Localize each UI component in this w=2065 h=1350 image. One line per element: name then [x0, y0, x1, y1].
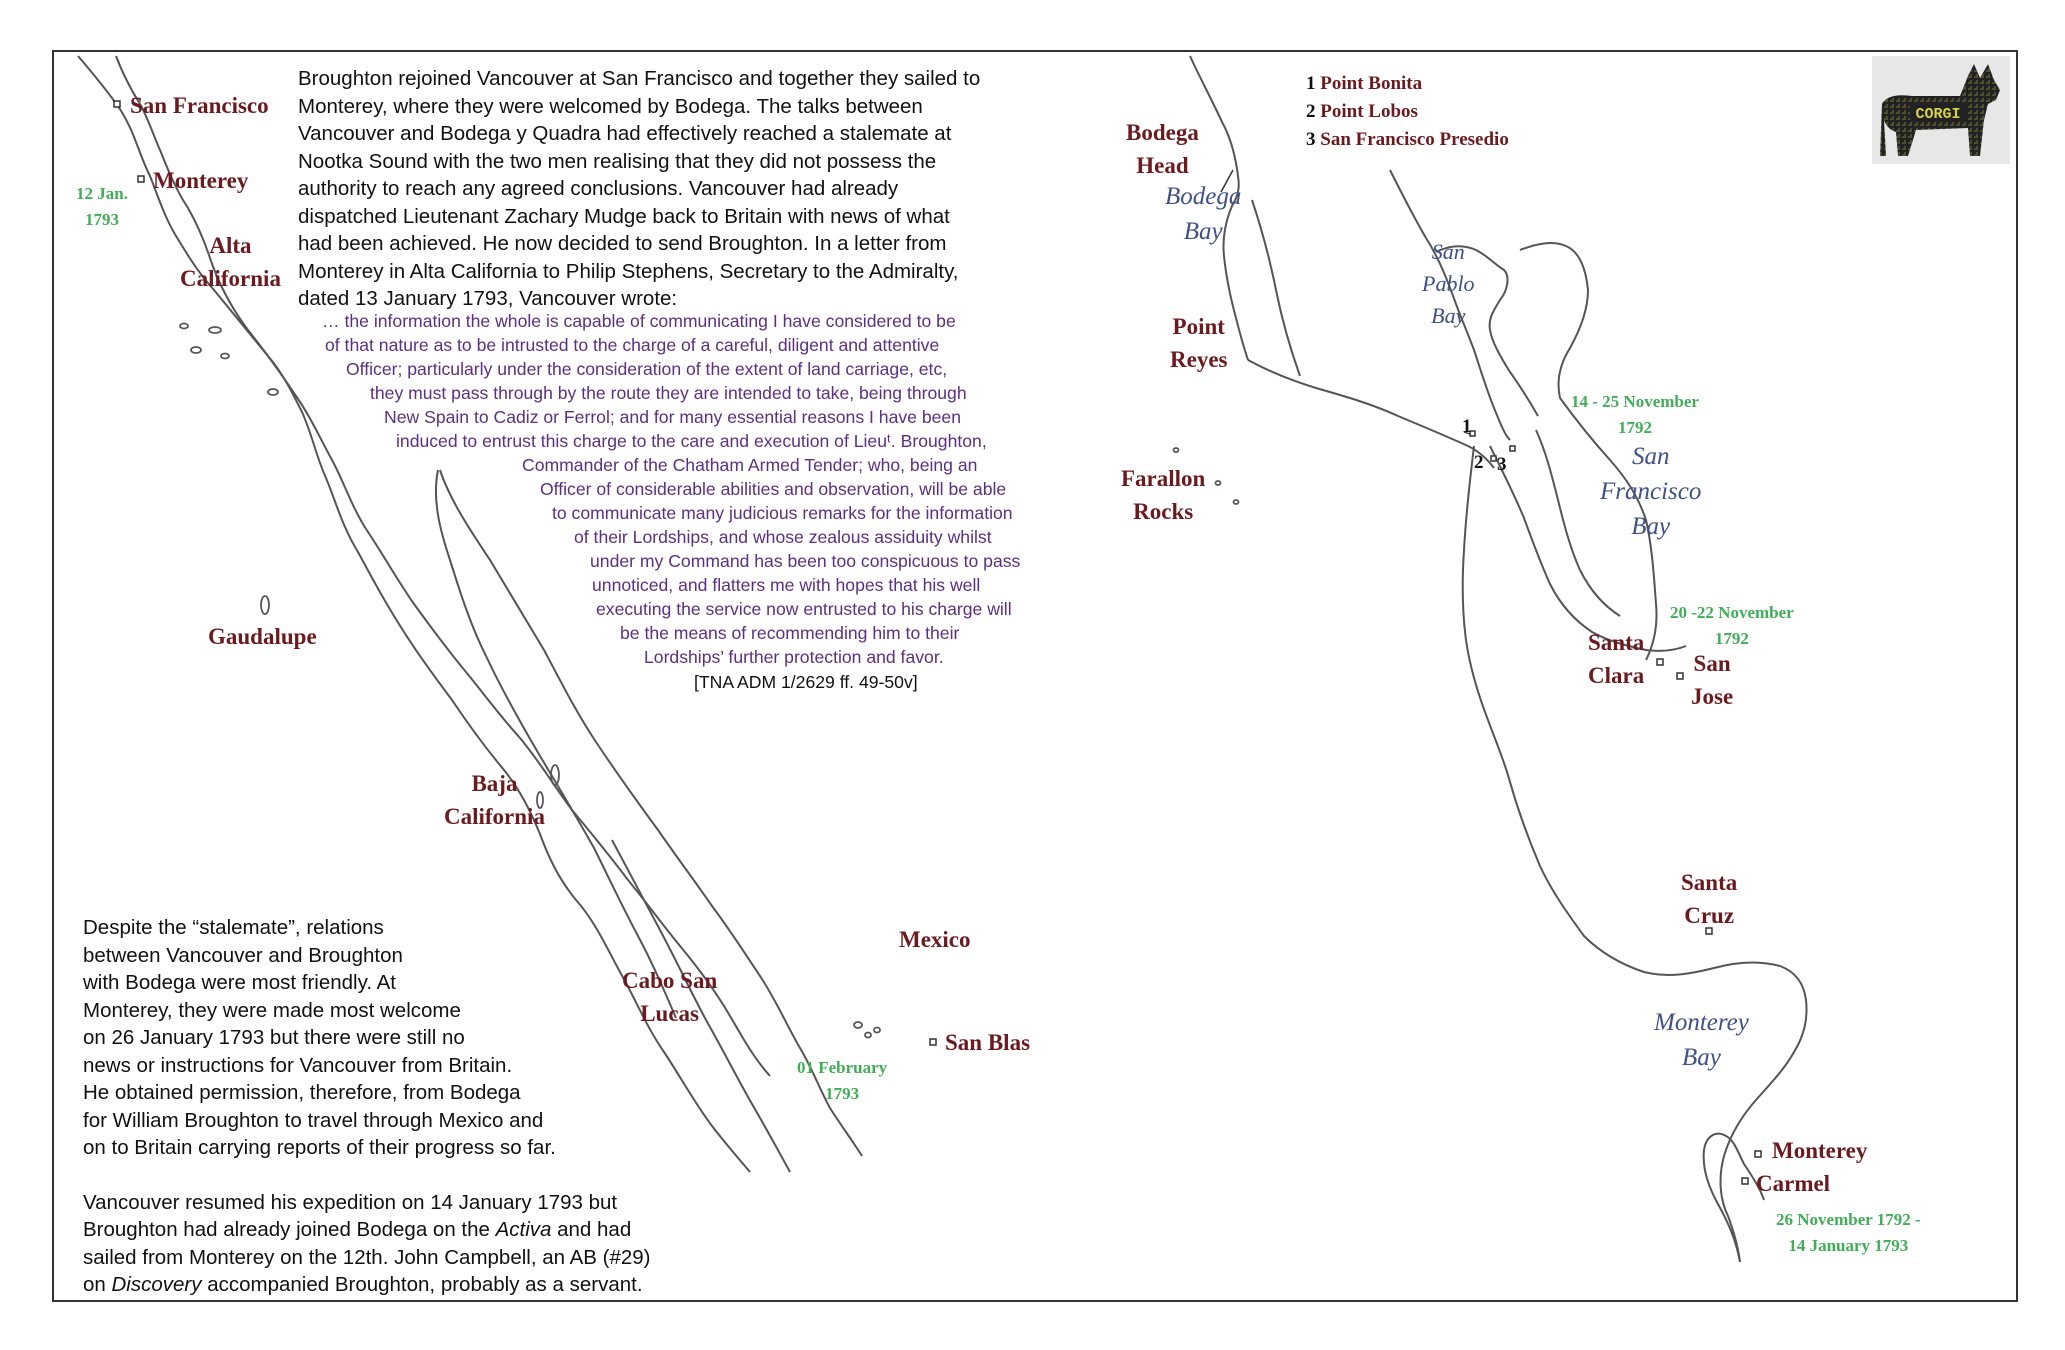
- label-line: Bay: [1431, 303, 1466, 328]
- label-line: Cabo San: [622, 968, 718, 993]
- quote-line: executing the service now entrusted to his charge will: [596, 599, 1012, 619]
- ship-name-activa: Activa: [495, 1218, 552, 1241]
- point-number-3: 3: [1497, 454, 1507, 475]
- legend-number: 2: [1306, 101, 1316, 122]
- quote-line: to communicate many judicious remarks for the information: [552, 503, 1013, 523]
- narrative-line: between Vancouver and Broughton: [83, 943, 403, 967]
- legend-item: [1306, 70, 1509, 98]
- quote-line: induced to entrust this charge to the care and execution of Lieuᵗ. Broughton,: [396, 431, 987, 451]
- narrative-line: Monterey, they were made most welcome: [83, 998, 461, 1022]
- label-line: Bodega: [1165, 183, 1242, 210]
- legend-label: Point Bonita: [1320, 73, 1423, 94]
- narrative-line: sailed from Monterey on the 12th. John Campbell, an AB (#29): [83, 1245, 651, 1269]
- label-santa-clara: [1588, 626, 1644, 692]
- label-line: Alta: [209, 233, 252, 258]
- date-20-22-nov-1792: [1670, 600, 1794, 652]
- quote-line: be the means of recommending him to their: [620, 623, 960, 643]
- quote-line: of that nature as to be intrusted to the charge of a careful, diligent and attentive: [325, 335, 940, 355]
- island-gaudalupe: [261, 596, 269, 614]
- narrative-line: dated 13 January 1793, Vancouver wrote:: [298, 287, 678, 310]
- marker-monterey-right: [1755, 1151, 1761, 1157]
- label-mexico: Mexico: [899, 927, 971, 952]
- label-line: Santa: [1681, 870, 1738, 895]
- island-7: [865, 1033, 871, 1038]
- date-line: 1793: [84, 210, 119, 229]
- label-line: Jose: [1691, 684, 1734, 709]
- label-san-francisco: San Francisco: [130, 93, 269, 118]
- narrative-line: Monterey in Alta California to Philip Stephens, Secretary to the Admiralty,: [298, 259, 959, 283]
- quote-line: unnoticed, and flatters me with hopes that his well: [592, 575, 981, 595]
- marker-san-blas: [930, 1039, 936, 1045]
- narrative-line: dispatched Lieutenant Zachary Mudge back to Britain with news of what: [298, 204, 950, 228]
- label-monterey-left: Monterey: [153, 168, 249, 193]
- farallon-2: [1216, 481, 1221, 485]
- marker-santa-clara: [1657, 659, 1663, 665]
- label-baja-california: [444, 767, 545, 833]
- date-14-25-nov-1792: [1571, 389, 1699, 441]
- island-8: [874, 1028, 880, 1033]
- quote-line: Officer of considerable abilities and observation, will be able: [540, 479, 1007, 499]
- text-span: Broughton had already joined Bodega on the: [83, 1218, 496, 1241]
- coastline-tomales: [1252, 200, 1300, 376]
- quote-line: Commander of the Chatham Armed Tender; who, being an: [522, 455, 978, 475]
- label-san-blas: San Blas: [945, 1030, 1031, 1055]
- marker-san-jose: [1677, 673, 1683, 679]
- label-point-reyes: [1170, 310, 1227, 376]
- label-line: Rocks: [1133, 499, 1194, 524]
- label-line: California: [444, 804, 545, 829]
- label-line: Monterey: [1654, 1009, 1749, 1036]
- ship-name-discovery: Discovery: [111, 1273, 202, 1296]
- label-line: San: [1431, 239, 1465, 264]
- island-2: [209, 327, 221, 333]
- marker-monterey-left: [138, 176, 144, 182]
- date-01-feb-1793: [797, 1055, 887, 1107]
- label-bodega-bay: [1165, 179, 1241, 249]
- label-line: Clara: [1588, 663, 1645, 688]
- farallon-1: [1174, 448, 1179, 452]
- narrative-line: Nootka Sound with the two men realising that they did not possess the: [298, 149, 937, 173]
- letter-quote: [300, 309, 1100, 669]
- label-line: Pablo: [1422, 271, 1475, 296]
- quote-line: they must pass through by the route they are intended to take, being through: [370, 383, 967, 403]
- label-santa-cruz: [1681, 866, 1737, 932]
- citation: [TNA ADM 1/2629 ff. 49-50v]: [694, 672, 918, 692]
- legend-label: San Francisco Presedio: [1320, 129, 1509, 150]
- label-line: Francisco: [1600, 478, 1702, 505]
- date-line: 1792: [1617, 418, 1652, 437]
- narrative-line: authority to reach any agreed conclusions. Vancouver had already: [298, 177, 899, 200]
- quote-line: New Spain to Cadiz or Ferrol; and for many essential reasons I have been: [384, 407, 961, 427]
- narrative-line: on 26 January 1793 but there were still no: [83, 1026, 465, 1049]
- narrative-line: [83, 1216, 723, 1244]
- label-line: Lucas: [640, 1001, 700, 1026]
- label-alta-california: [180, 229, 281, 295]
- narrative-line: [83, 1271, 723, 1299]
- narrative-line: with Bodega were most friendly. At: [83, 971, 396, 994]
- narrative-line: Monterey, where they were welcomed by Bodega. The talks between: [298, 94, 923, 118]
- label-bodega-head: [1126, 116, 1199, 182]
- island-6: [854, 1022, 862, 1028]
- label-line: Cruz: [1684, 903, 1735, 928]
- narrative-top: [298, 65, 1118, 313]
- label-san-francisco-bay: [1600, 439, 1701, 544]
- label-line: California: [180, 266, 281, 291]
- island-5: [180, 324, 188, 329]
- narrative-line: Vancouver resumed his expedition on 14 January 1793 but: [83, 1190, 618, 1214]
- island-1: [268, 389, 278, 395]
- quote-line: … the information the whole is capable of communicating I have considered to be: [322, 311, 956, 331]
- narrative-line: had been achieved. He now decided to send Broughton. In a letter from: [298, 232, 947, 255]
- legend-item: [1306, 98, 1509, 126]
- san-pablo-bay-north: [1520, 243, 1588, 398]
- label-line: Point: [1172, 314, 1225, 339]
- date-line: 01 February: [797, 1058, 888, 1077]
- label-monterey-bay: [1654, 1005, 1749, 1075]
- label-line: Reyes: [1170, 347, 1228, 372]
- marker-presidio: [1510, 446, 1515, 451]
- date-line: 26 November 1792 -: [1776, 1210, 1921, 1229]
- label-san-jose: [1691, 647, 1733, 713]
- label-line: Baja: [471, 771, 518, 796]
- marker-point-lobos: [1491, 456, 1496, 461]
- narrative-line: Despite the “stalemate”, relations: [83, 916, 384, 939]
- logo-text: CORGI: [1915, 106, 1961, 123]
- legend-number: 1: [1306, 73, 1316, 94]
- date-line: 20 -22 November: [1670, 603, 1794, 622]
- date-line: 1792: [1714, 629, 1749, 648]
- corgi-icon: [1872, 56, 2010, 164]
- point-number-1: 1: [1462, 416, 1472, 437]
- quote-line: of their Lordships, and whose zealous assiduity whilst: [574, 527, 992, 547]
- point-legend: [1306, 70, 1509, 154]
- label-line: Head: [1136, 153, 1189, 178]
- date-line: 1793: [825, 1084, 860, 1103]
- coastline-point-reyes: [1248, 360, 1494, 468]
- point-number-2: 2: [1474, 452, 1484, 473]
- narrative-line: He obtained permission, therefore, from Bodega: [83, 1081, 521, 1104]
- corgi-logo: [1872, 56, 2010, 164]
- marker-san-francisco: [114, 101, 120, 107]
- text-span: accompanied Broughton, probably as a servant.: [201, 1273, 643, 1296]
- label-carmel: Carmel: [1756, 1171, 1831, 1196]
- peninsula-west-coast: [1463, 446, 1807, 1262]
- island-3: [191, 347, 201, 353]
- text-span: and had: [551, 1218, 632, 1241]
- date-line: 14 January 1793: [1788, 1236, 1909, 1255]
- label-cabo-san-lucas: [622, 964, 717, 1030]
- label-line: Bay: [1682, 1044, 1721, 1071]
- label-line: San: [1693, 651, 1731, 676]
- label-monterey-right: Monterey: [1772, 1138, 1868, 1163]
- date-line: 12 Jan.: [76, 184, 128, 203]
- text-span: on: [83, 1273, 112, 1296]
- label-san-pablo-bay: [1422, 236, 1475, 332]
- label-line: Bay: [1631, 513, 1671, 540]
- label-gaudalupe: Gaudalupe: [208, 624, 317, 649]
- narrative-line: on to Britain carrying reports of their progress so far.: [83, 1136, 556, 1159]
- narrative-line: Vancouver and Bodega y Quadra had effectively reached a stalemate at: [298, 122, 952, 145]
- legend-number: 3: [1306, 129, 1316, 150]
- label-line: Santa: [1588, 630, 1645, 655]
- label-farallon-rocks: [1121, 462, 1205, 528]
- quote-line: Lordships’ further protection and favor.: [644, 647, 944, 667]
- paragraph-gap: [83, 1162, 723, 1189]
- island-4: [221, 354, 229, 359]
- farallon-3: [1234, 500, 1239, 504]
- label-line: San: [1631, 443, 1670, 470]
- label-line: Bay: [1183, 218, 1223, 245]
- date-12-jan-1793: [76, 181, 128, 233]
- label-line: Bodega: [1126, 120, 1199, 145]
- date-26-nov-1792-14-jan-1793: [1776, 1207, 1921, 1259]
- quote-line: under my Command has been too conspicuous to pass: [590, 551, 1021, 571]
- legend-item: [1306, 126, 1509, 154]
- narrative-line: for William Broughton to travel through Mexico and: [83, 1108, 544, 1132]
- date-line: 14 - 25 November: [1571, 392, 1699, 411]
- narrative-line: Broughton rejoined Vancouver at San Francisco and together they sailed to: [298, 67, 981, 90]
- marker-carmel: [1742, 1178, 1748, 1184]
- label-line: Farallon: [1121, 466, 1206, 491]
- legend-label: Point Lobos: [1320, 101, 1418, 122]
- narrative-line: news or instructions for Vancouver from Britain.: [83, 1053, 513, 1077]
- quote-line: Officer; particularly under the consideration of the extent of land carriage, etc,: [346, 359, 948, 379]
